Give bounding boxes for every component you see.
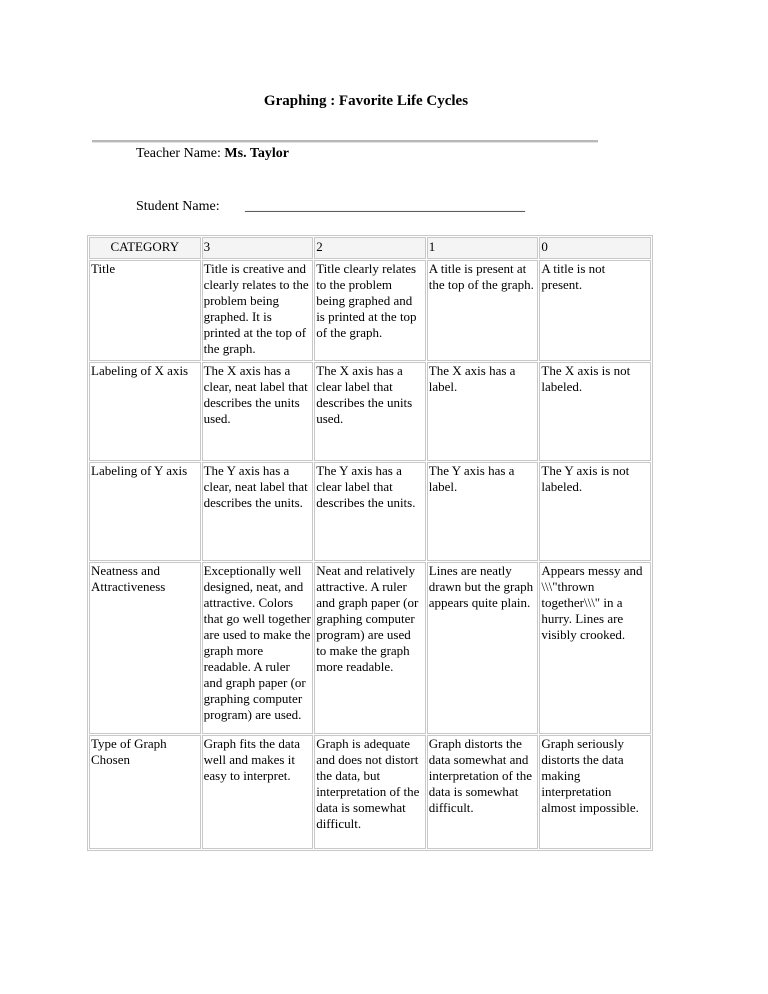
rubric-row-x-axis: [89, 362, 651, 461]
row-cell-score-0: The X axis is not labeled.: [539, 362, 651, 461]
row-cell-score-0: Appears messy and \\\"thrown together\\\" in a hurry. Lines are visibly crooked.: [539, 562, 651, 734]
row-cell-score-0: A title is not present.: [539, 260, 651, 361]
row-cell-score-3: The Y axis has a clear, neat label that describes the units.: [202, 462, 314, 561]
student-label: Student Name:: [136, 199, 220, 214]
header-category: CATEGORY: [89, 237, 201, 259]
student-name-blank: ________________________________________: [245, 199, 525, 214]
header-score-0: 0: [539, 237, 651, 259]
row-category: Title: [89, 260, 201, 361]
row-category: Neatness and Attractiveness: [89, 562, 201, 734]
row-cell-score-0: The Y axis is not labeled.: [539, 462, 651, 561]
page-title: Graphing : Favorite Life Cycles: [263, 93, 469, 109]
row-cell-score-3: The X axis has a clear, neat label that describes the units used.: [202, 362, 314, 461]
row-cell-score-1: A title is present at the top of the graph.: [427, 260, 539, 361]
row-cell-score-2: The Y axis has a clear label that describes the units.: [314, 462, 426, 561]
rubric-row-neatness: [89, 562, 651, 734]
row-cell-score-2: Title clearly relates to the problem being graphed and is printed at the top of the graph.: [314, 260, 426, 361]
row-category: Labeling of X axis: [89, 362, 201, 461]
rubric-header-row: [89, 237, 651, 259]
row-category: Labeling of Y axis: [89, 462, 201, 561]
horizontal-divider: [92, 140, 598, 143]
row-cell-score-2: Graph is adequate and does not distort the data, but interpretation of the data is somewhat difficult.: [314, 735, 426, 849]
row-cell-score-1: The X axis has a label.: [427, 362, 539, 461]
student-line: [136, 199, 525, 215]
row-cell-score-2: The X axis has a clear label that describes the units used.: [314, 362, 426, 461]
row-category: Type of Graph Chosen: [89, 735, 201, 849]
rubric-row-y-axis: [89, 462, 651, 561]
header-score-3: 3: [202, 237, 314, 259]
row-cell-score-3: Title is creative and clearly relates to the problem being graphed. It is printed at the top of the graph.: [202, 260, 314, 361]
header-score-2: 2: [314, 237, 426, 259]
row-cell-score-1: Graph distorts the data somewhat and interpretation of the data is somewhat difficult.: [427, 735, 539, 849]
rubric-row-title: [89, 260, 651, 361]
row-cell-score-3: Graph fits the data well and makes it easy to interpret.: [202, 735, 314, 849]
header-score-1: 1: [427, 237, 539, 259]
row-cell-score-0: Graph seriously distorts the data making interpretation almost impossible.: [539, 735, 651, 849]
rubric-table: [87, 235, 653, 851]
row-cell-score-3: Exceptionally well designed, neat, and attractive. Colors that go well together are used to make the graph more readable. A ruler and graph paper (or graphing computer program) are used.: [202, 562, 314, 734]
teacher-name: Ms. Taylor: [224, 146, 289, 161]
rubric-row-graph-type: [89, 735, 651, 849]
teacher-line: [136, 146, 289, 162]
row-cell-score-2: Neat and relatively attractive. A ruler and graph paper (or graphing computer program) are used to make the graph more readable.: [314, 562, 426, 734]
teacher-label: Teacher Name:: [136, 146, 225, 161]
row-cell-score-1: The Y axis has a label.: [427, 462, 539, 561]
row-cell-score-1: Lines are neatly drawn but the graph appears quite plain.: [427, 562, 539, 734]
